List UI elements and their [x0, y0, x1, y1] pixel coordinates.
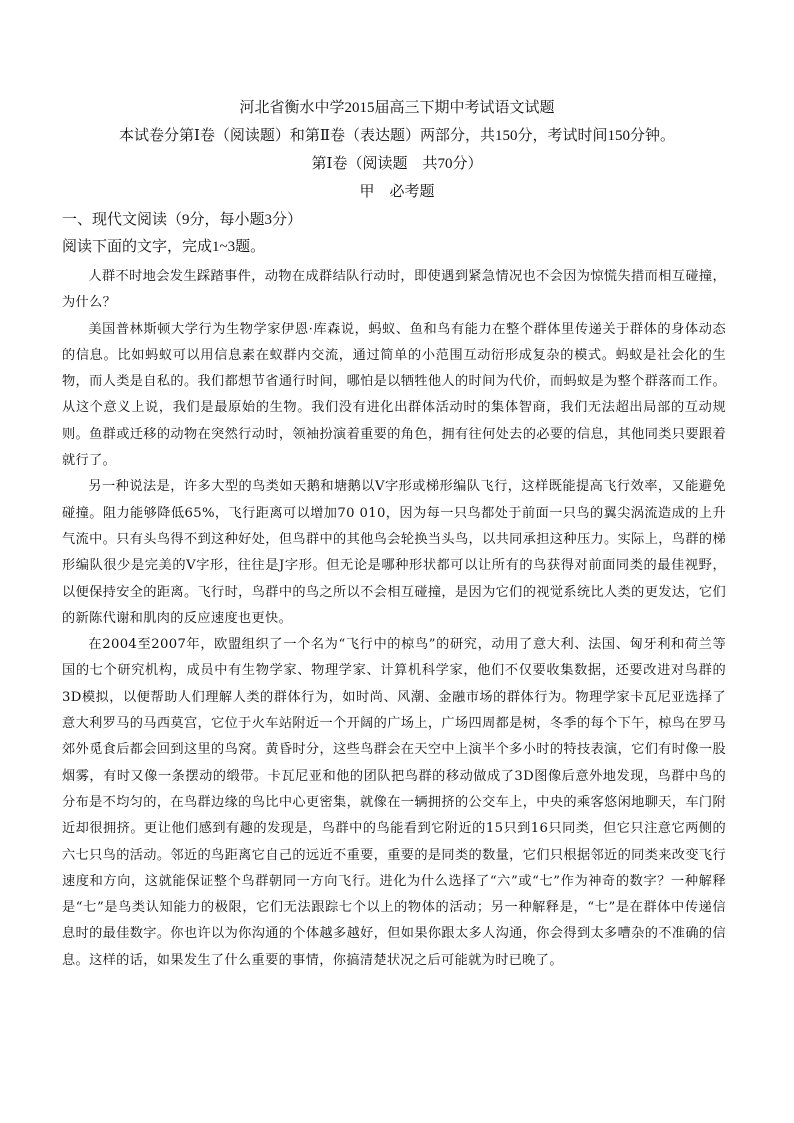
passage-paragraph-4: 在2004至2007年，欧盟组织了一个名为“飞行中的椋鸟”的研究，动用了意大利、法国、匈牙利和荷兰等国的七个研究机构，成员中有生物学家、物理学家、计算机科学家，他们不仅要收集数据，还要改进对鸟群的3D模拟，以便帮助人们理解人类的群体行为，如时尚、风潮、金融市场的群体行为。物理学家卡瓦尼亚选择了意大利罗马的马西莫宫，它位于火车站附近一个开阔的广场上，广场四周都是树，冬季的每个下午，椋鸟在罗马郊外觅食后都会回到这里的鸟窝。黄昏时分，这些鸟群会在天空中上演半个多小时的特技表演，它们有时像一股烟雾，有时又像一条摆动的缎带。卡瓦尼亚和他的团队把鸟群的移动做成了3D图像后意外地发现，鸟群中鸟的分布是不均匀的，在鸟群边缘的鸟比中心更密集，就像在一辆拥挤的公交车上，中央的乘客悠闲地聊天，车门附近却很拥挤。更让他们感到有趣的发现是，鸟群中的鸟能看到它附近的15只到16只同类，但它只注意它两侧的六七只鸟的活动。邻近的鸟距离它自己的远近不重要，重要的是同类的数量，它们只根据邻近的同类来改变飞行速度和方向，这就能保证整个鸟群朝同一方向飞行。进化为什么选择了“六”或“七”作为神奇的数字？一种解释是“七”是鸟类认知能力的极限，它们无法跟踪七个以上的物体的活动；另一种解释是，“七”是在群体中传递信息时的最佳数字。你也许以为你沟通的个体越多越好，但如果你跟太多人沟通，你会得到太多嘈杂的不准确的信息。这样的话，如果发生了什么重要的事情，你搞清楚状况之后可能就为时已晚了。 — [62, 637, 726, 968]
question-heading: 一、现代文阅读（9分，每小题3分） — [62, 212, 303, 228]
part-title: 第Ⅰ卷（阅读题 共70分） — [311, 156, 483, 172]
passage-paragraph-1: 人群不时地会发生踩踏事件，动物在成群结队行动时，即使遇到紧急情况也不会因为惊慌失措而相互碰撞，为什么？ — [62, 269, 726, 311]
section-title: 甲 必考题 — [359, 184, 435, 200]
exam-intro: 本试卷分第Ⅰ卷（阅读题）和第Ⅱ卷（表达题）两部分，共150分，考试时间150分钟。 — [118, 128, 676, 144]
question-instruction: 阅读下面的文字，完成1~3题。 — [62, 239, 266, 255]
exam-title: 河北省衡水中学2015届高三下期中考试语文试题 — [239, 100, 555, 116]
passage-paragraph-2: 美国普林斯顿大学行为生物学家伊恩·库森说，蚂蚁、鱼和鸟有能力在整个群体里传递关于群体的身体动态的信息。比如蚂蚁可以用信息素在蚁群内交流，通过简单的小范围互动衍形成复杂的模式。蚂蚁是社会化的生物，而人类是自私的。我们都想节省通行时间，哪怕是以牺牲他人的时间为代价，而蚂蚁是为整个群落而工作。从这个意义上说，我们是最原始的生物。我们没有进化出群体活动时的集体智商，我们无法超出局部的互动规则。鱼群或迁移的动物在突然行动时，领袖扮演着重要的角色，拥有往何处去的必要的信息，其他同类只要跟着就行了。 — [62, 321, 726, 469]
reading-passage — [62, 264, 726, 974]
passage-paragraph-3: 另一种说法是，许多大型的鸟类如天鹅和塘鹅以V字形或梯形编队飞行，这样既能提高飞行效率，又能避免碰撞。阻力能够降低65%，飞行距离可以增加70 010，因为每一只鸟都处于前面一只鸟的翼尖涡流造成的上升气流中。只有头鸟得不到这种好处，但鸟群中的其他鸟会轮换当头鸟，以共同承担这种压力。实际上，鸟群的梯形编队很少是完美的V字形，往往是J字形。但无论是哪种形状都可以让所有的鸟获得对前面同类的最佳视野，以便保持安全的距离。飞行时，鸟群中的鸟之所以不会相互碰撞，是因为它们的视觉系统比人类的更发达，它们的新陈代谢和肌肉的反应速度也更快。 — [62, 479, 726, 626]
